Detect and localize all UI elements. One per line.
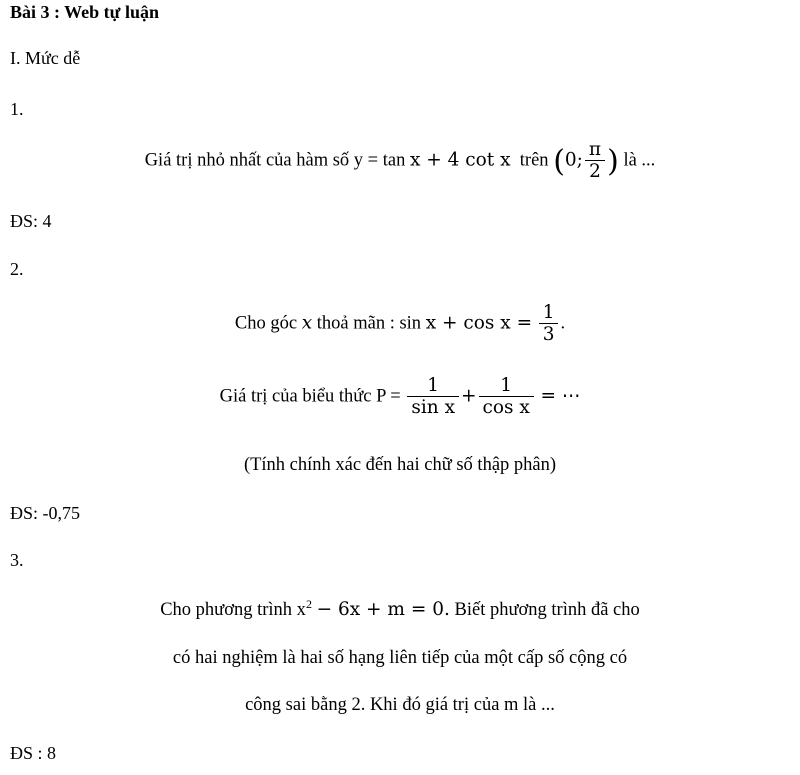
problem-3-answer: ĐS : 8 xyxy=(10,743,57,763)
problem-1-text-prefix: Giá trị nhỏ nhất của hàm số y = tan xyxy=(144,150,406,171)
problem-2-answer: ĐS: -0,75 xyxy=(10,503,81,523)
problem-1-number: 1. xyxy=(10,99,24,119)
problem-2-text-mid: thoả mãn : sin xyxy=(316,313,422,334)
one-third-fraction xyxy=(539,303,559,346)
fraction-denominator: 3 xyxy=(539,323,559,345)
problem-3-line-3: công sai bằng 2. Khi đó giá trị của m là ... xyxy=(245,695,555,715)
problem-3-text-suffix: Biết phương trình đã cho xyxy=(454,600,640,621)
problem-2-number: 2. xyxy=(10,259,24,279)
problem-2-math: x + cos x = xyxy=(425,312,533,334)
one-over-cos-fraction xyxy=(479,376,534,419)
problem-2-var: x xyxy=(301,312,313,334)
problem-2-line-1 xyxy=(0,303,800,346)
problem-3-math: − 6x + m = 0. xyxy=(316,599,450,621)
problem-2-line-3: (Tính chính xác đến hai chữ số thập phân) xyxy=(243,455,557,475)
section-heading: I. Mức dễ xyxy=(10,48,81,68)
right-paren: ) xyxy=(607,143,619,179)
one-over-sin-fraction xyxy=(407,376,459,419)
problem-1-math: x + 4 cot x xyxy=(409,149,511,171)
problem-2-text: Cho góc xyxy=(234,313,298,334)
problem-1-text-suffix: là ... xyxy=(623,150,656,171)
problem-3-line-2: có hai nghiệm là hai số hạng liên tiếp của một cấp số cộng có xyxy=(172,648,628,668)
fraction-denominator: cos x xyxy=(479,396,534,418)
problem-1-answer: ĐS: 4 xyxy=(10,211,52,231)
doc-title: Bài 3 : Web tự luận xyxy=(10,2,160,22)
pi-over-2-fraction xyxy=(585,140,605,183)
left-paren: ( xyxy=(553,143,565,179)
expression-label: Giá trị của biểu thức P = xyxy=(219,386,401,407)
fraction-numerator: 1 xyxy=(500,375,513,396)
problem-3-text: Cho phương trình x xyxy=(160,600,306,621)
interval-start: 0; xyxy=(564,149,583,171)
exponent: 2 xyxy=(305,597,312,611)
fraction-numerator: 1 xyxy=(542,302,555,323)
fraction-numerator: 1 xyxy=(427,375,440,396)
problem-1-text-on: trên xyxy=(519,150,549,171)
plus-sign: + xyxy=(461,385,477,407)
problem-2-line-2 xyxy=(0,376,800,419)
period: . xyxy=(560,313,566,334)
problem-1-statement xyxy=(0,140,800,183)
fraction-denominator: sin x xyxy=(407,396,459,418)
problem-3-number: 3. xyxy=(10,550,24,570)
equals-ellipsis: = ⋯ xyxy=(540,385,581,407)
problem-3-line-1 xyxy=(0,597,800,621)
fraction-denominator: 2 xyxy=(585,160,605,182)
fraction-numerator: π xyxy=(588,139,602,160)
